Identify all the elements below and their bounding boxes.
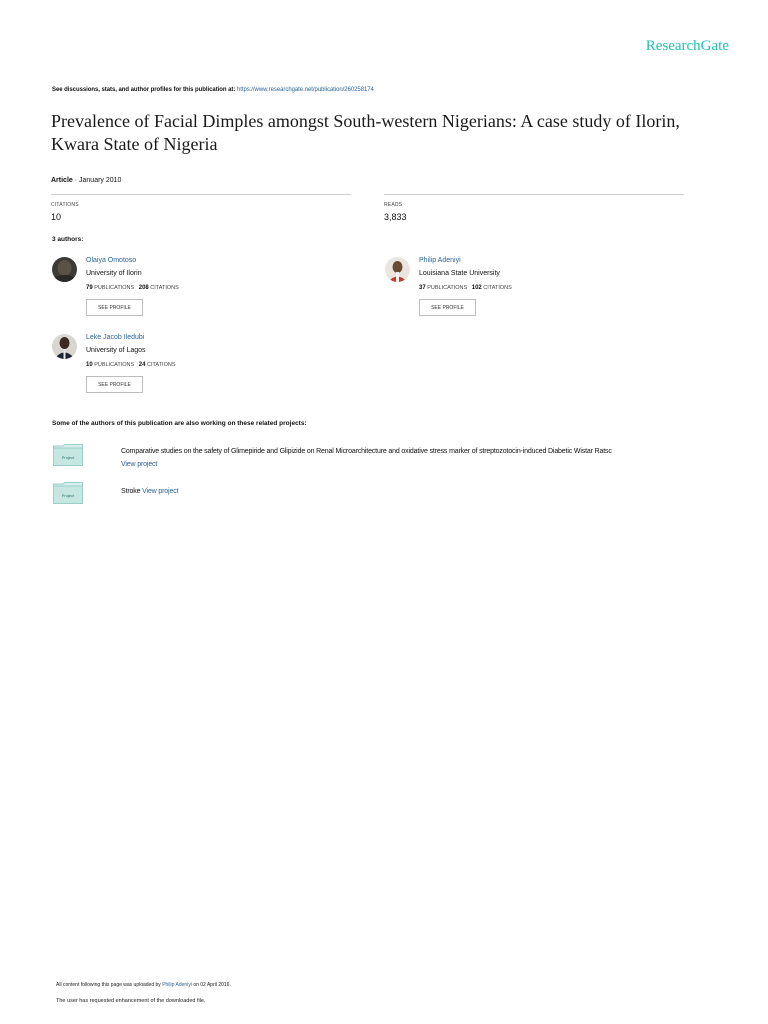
discussion-prefix: See discussions, stats, and author profiles for this publication at: — [52, 87, 237, 93]
publications-label: PUBLICATIONS — [94, 285, 135, 291]
view-project-link[interactable]: View project — [142, 488, 179, 495]
publications-count: 37 — [419, 285, 426, 291]
citations-value: 10 — [51, 212, 62, 222]
project-icon-label: Project — [61, 493, 75, 498]
reads-divider — [384, 194, 684, 195]
project-title: Comparative studies on the safety of Glimepiride and Glipizide on Renal Microarchitecture and oxidative stress marker of streptozotocin-induced Diabetic Wistar Ratsc — [121, 448, 612, 455]
citations-divider — [51, 194, 351, 195]
publications-count: 79 — [86, 285, 93, 291]
see-profile-button[interactable]: SEE PROFILE — [86, 376, 143, 393]
publications-label: PUBLICATIONS — [94, 362, 135, 368]
reads-label: READS — [384, 202, 403, 208]
publication-date: · January 2010 — [74, 177, 122, 184]
publications-label: PUBLICATIONS — [427, 285, 468, 291]
author-institution: University of Ilorin — [86, 270, 142, 277]
avatar[interactable] — [385, 257, 410, 282]
project-item — [121, 488, 178, 495]
citations-count: 102 — [471, 285, 482, 291]
citations-label: CITATIONS — [150, 285, 179, 291]
author-stats — [86, 285, 179, 291]
upload-prefix: All content following this page was uploaded by — [56, 982, 163, 988]
citations-label: CITATIONS — [146, 362, 176, 368]
author-name[interactable]: Olaiya Omotoso — [86, 257, 137, 264]
publication-type: Article — [51, 177, 73, 184]
related-projects-heading: Some of the authors of this publication are also working on these related projects: — [52, 420, 307, 427]
see-profile-button[interactable]: SEE PROFILE — [86, 299, 143, 316]
author-card — [52, 257, 352, 327]
discussion-line — [52, 87, 374, 93]
publication-meta — [51, 177, 121, 184]
author-stats — [86, 362, 176, 368]
publication-title: Prevalence of Facial Dimples amongst South-western Nigerians: A case study of Ilorin, Kwara State of Nigeria — [51, 111, 680, 154]
project-icon-label: Project — [61, 455, 75, 460]
author-institution: University of Lagos — [86, 347, 146, 354]
view-project-link[interactable]: View project — [121, 461, 158, 468]
citations-label: CITATIONS — [51, 202, 79, 208]
author-card — [52, 334, 352, 404]
reads-value: 3,833 — [384, 212, 407, 222]
author-name[interactable]: Philip Adeniyi — [419, 257, 461, 264]
project-title: Stroke — [121, 488, 141, 495]
publications-count: 10 — [86, 362, 93, 368]
enhancement-note: The user has requested enhancement of the downloaded file. — [56, 998, 206, 1004]
publication-url-link[interactable]: https://www.researchgate.net/publication/260258174 — [236, 87, 374, 93]
author-institution: Louisiana State University — [419, 270, 500, 277]
upload-note — [56, 982, 231, 988]
author-stats — [419, 285, 512, 291]
citations-label: CITATIONS — [483, 285, 512, 291]
author-name[interactable]: Leke Jacob Iledubi — [86, 334, 145, 341]
citations-count: 24 — [138, 362, 146, 368]
author-card — [385, 257, 685, 327]
project-folder-icon[interactable] — [53, 482, 83, 504]
project-folder-icon[interactable] — [53, 444, 83, 466]
citations-count: 208 — [138, 285, 149, 291]
uploader-link[interactable]: Philip Adeniyi — [162, 982, 192, 988]
researchgate-logo[interactable]: ResearchGate — [645, 38, 729, 54]
project-item — [121, 445, 721, 471]
avatar[interactable] — [52, 257, 77, 282]
see-profile-button[interactable]: SEE PROFILE — [419, 299, 476, 316]
authors-heading: 3 authors: — [52, 236, 84, 243]
upload-suffix: on 02 April 2016. — [191, 982, 231, 988]
avatar[interactable] — [52, 334, 77, 359]
